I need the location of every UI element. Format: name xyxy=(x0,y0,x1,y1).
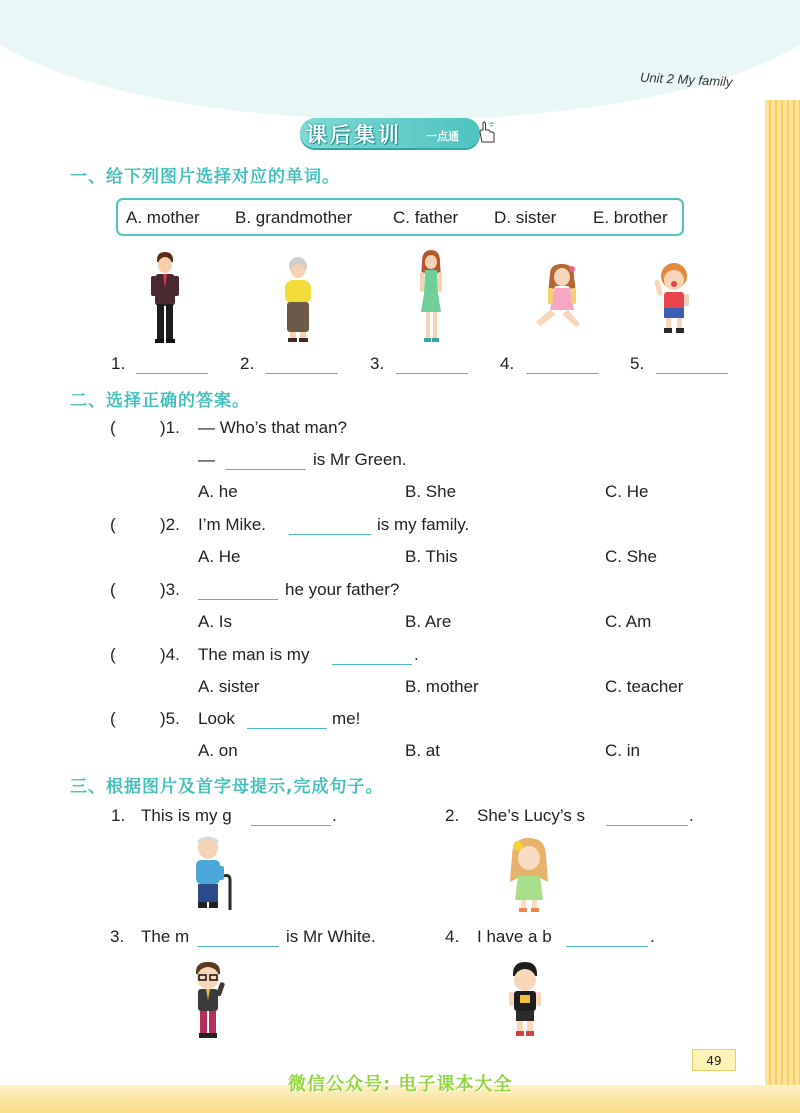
s3-item2-post: . xyxy=(689,806,694,825)
section-banner xyxy=(300,116,500,150)
s3-item3-number: 3. xyxy=(110,927,125,946)
answer-number-3: 3. xyxy=(370,354,385,373)
q1-number: )1. xyxy=(160,418,180,437)
s3-item3-blank[interactable] xyxy=(197,946,279,947)
q3-post: he your father? xyxy=(285,580,400,599)
answer-number-4: 4. xyxy=(500,354,515,373)
q4-post: . xyxy=(414,645,419,664)
option-c: C. father xyxy=(393,208,459,227)
q1-option-c: C. He xyxy=(605,482,649,501)
option-a: A. mother xyxy=(126,208,200,227)
q2-post: is my family. xyxy=(377,515,470,534)
banner-title: 课后集训 xyxy=(306,123,402,147)
q2-pre: I’m Mike. xyxy=(198,515,266,534)
q2-number: )2. xyxy=(160,515,180,534)
answer-blank-3[interactable] xyxy=(396,373,468,374)
q5-bracket[interactable]: ( xyxy=(110,709,116,728)
s3-item4-number: 4. xyxy=(445,927,460,946)
q2-option-c: C. She xyxy=(605,547,657,566)
q4-bracket[interactable]: ( xyxy=(110,645,116,664)
girl-sitting-figure xyxy=(530,264,590,330)
answer-blank-4[interactable] xyxy=(526,373,598,374)
option-e: E. brother xyxy=(593,208,668,227)
q1-line1: — Who’s that man? xyxy=(198,418,347,437)
q3-blank[interactable] xyxy=(198,599,278,600)
q4-option-c: C. teacher xyxy=(605,677,684,696)
q3-option-b: B. Are xyxy=(405,612,452,631)
answer-number-2: 2. xyxy=(240,354,255,373)
option-b: B. grandmother xyxy=(235,208,353,227)
q2-bracket[interactable]: ( xyxy=(110,515,116,534)
q1-option-a: A. he xyxy=(198,482,238,501)
section1-title: 一、给下列图片选择对应的单词。 xyxy=(70,167,340,187)
answer-number-5: 5. xyxy=(630,354,645,373)
q5-post: me! xyxy=(332,709,361,728)
option-d: D. sister xyxy=(494,208,557,227)
man-in-suit-figure xyxy=(145,252,185,344)
man-with-glasses-figure xyxy=(190,962,230,1040)
answer-blank-5[interactable] xyxy=(656,373,728,374)
q1-bracket[interactable]: ( xyxy=(110,418,116,437)
q3-option-a: A. Is xyxy=(198,612,233,631)
s3-item4-post: . xyxy=(650,927,655,946)
footer-watermark: 微信公众号: 电子课本大全 xyxy=(288,1074,513,1095)
q4-pre: The man is my xyxy=(198,645,310,664)
page-edge-stripes xyxy=(765,100,800,1113)
s3-item4-pre: I have a b xyxy=(477,927,552,946)
banner-subtitle: 一点通 xyxy=(426,130,459,143)
q5-number: )5. xyxy=(160,709,180,728)
q1-line2: is Mr Green. xyxy=(313,450,407,469)
answer-blank-1[interactable] xyxy=(136,373,208,374)
s3-item2-pre: She’s Lucy’s s xyxy=(477,806,586,825)
q4-option-b: B. mother xyxy=(405,677,479,696)
q2-option-a: A. He xyxy=(198,547,241,566)
q3-number: )3. xyxy=(160,580,180,599)
q5-option-a: A. on xyxy=(198,741,238,760)
s3-item2-blank[interactable] xyxy=(606,825,688,826)
brother-figure xyxy=(507,962,543,1038)
boy-figure xyxy=(652,262,698,334)
q4-blank[interactable] xyxy=(332,664,412,665)
grandfather-figure xyxy=(186,836,238,912)
sister-figure xyxy=(506,838,552,914)
pointing-hand-icon xyxy=(475,120,497,144)
q5-blank[interactable] xyxy=(247,728,327,729)
q4-option-a: A. sister xyxy=(198,677,260,696)
s3-item3-post: is Mr White. xyxy=(286,927,376,946)
s3-item2-number: 2. xyxy=(445,806,460,825)
q4-number: )4. xyxy=(160,645,180,664)
q1-option-b: B. She xyxy=(405,482,457,501)
q5-option-c: C. in xyxy=(605,741,640,760)
s3-item4-blank[interactable] xyxy=(566,946,648,947)
q1-dash: — xyxy=(198,450,215,469)
q1-blank[interactable] xyxy=(226,469,306,470)
q3-option-c: C. Am xyxy=(605,612,652,631)
s3-item1-number: 1. xyxy=(111,806,126,825)
answer-blank-2[interactable] xyxy=(266,373,338,374)
page-number: 49 xyxy=(692,1049,736,1071)
s3-item1-pre: This is my g xyxy=(141,806,232,825)
section3-title: 三、根据图片及首字母提示,完成句子。 xyxy=(70,777,384,797)
grandmother-figure xyxy=(276,256,320,342)
q2-option-b: B. This xyxy=(405,547,458,566)
woman-in-dress-figure xyxy=(414,250,448,344)
word-options-box xyxy=(116,198,684,236)
s3-item3-pre: The m xyxy=(141,927,190,946)
q2-blank[interactable] xyxy=(289,534,371,535)
unit-header: Unit 2 My family xyxy=(639,69,733,90)
q5-option-b: B. at xyxy=(405,741,440,760)
q5-pre: Look xyxy=(198,709,235,728)
section2-title: 二、选择正确的答案。 xyxy=(70,391,250,411)
answer-number-1: 1. xyxy=(111,354,126,373)
s3-item1-blank[interactable] xyxy=(251,825,331,826)
q3-bracket[interactable]: ( xyxy=(110,580,116,599)
s3-item1-post: . xyxy=(332,806,337,825)
